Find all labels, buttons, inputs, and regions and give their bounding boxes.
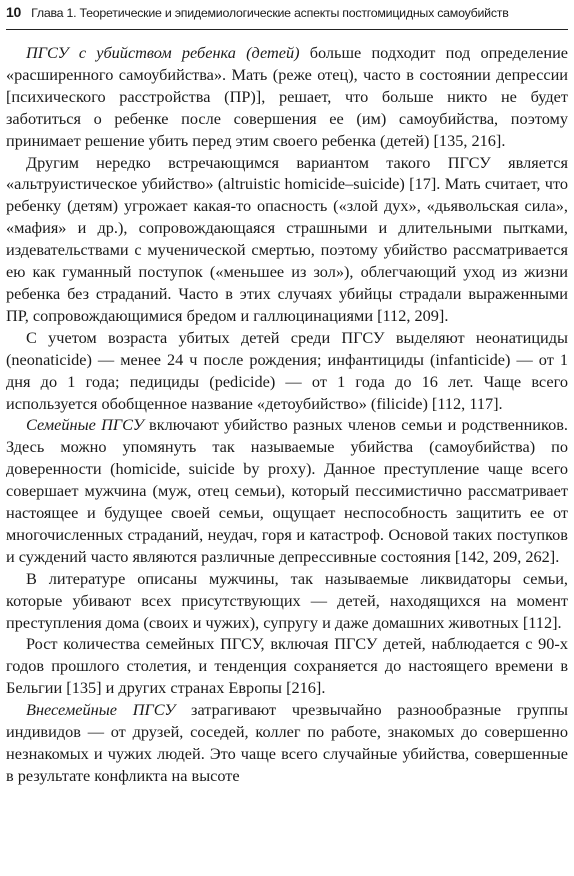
paragraph-filicide-suicide	[6, 42, 568, 152]
paragraph-child-age-categories	[6, 327, 568, 415]
paragraph-text: Другим нередко встречающимся вариантом такого ПГСУ является «альтруистическое убийство» (altruistic homicide–suicide) [17]. Мать считает, что ребенку (детям) угрожает какая-то опасность («злой дух», «дьявольская сила», «мафия» и др.), сопровождающаяся страшными и длительными пытками, издевательствами с мученической смертью, поэтому убийство рассматривается ею как гуманный поступок («меньшее из зол»), облегчающий уход из жизни ребенка без страданий. Часто в этих случаях убийцы страдали выраженными ПР, сопровождающимися бредом и галлюцинациями [112, 209].	[6, 152, 568, 325]
paragraph-lead: Семейные ПГСУ	[26, 415, 144, 435]
chapter-title: Глава 1. Теоретические и эпидемиологические аспекты постгомицидных самоубийств	[31, 6, 509, 20]
paragraph-altruistic-homicide	[6, 152, 568, 327]
paragraph-extrafamilial-hs	[6, 699, 568, 787]
paragraph-family-hs-growth	[6, 633, 568, 699]
paragraph-text: больше подходит под определение «расширенного самоубийства». Мать (реже отец), часто в состоянии депрессии [психического расстройства (ПР)], решает, что больше никто не будет заботиться о ребенке после совершения ее (им) самоубийства, поэтому принимает решение убить перед этим своего ребенка (детей) [135, 216].	[6, 43, 569, 150]
body-text	[6, 30, 568, 787]
running-header	[6, 0, 568, 30]
paragraph-text: Рост количества семейных ПГСУ, включая ПГСУ детей, наблюдается с 90-х годов прошлого столетия, и тенденция сохраняется до настоящего времени в Бельгии [135] и других странах Европы [216].	[6, 634, 568, 698]
paragraph-lead: Внесемейные ПГСУ	[26, 700, 176, 720]
paragraph-text: затрагивают чрезвычайно разнообразные группы индивидов — от друзей, соседей, коллег по работе, знакомых до совершенно незнакомых и чужих людей. Это чаще всего случайные убийства, совершенные в результате конфликта на высоте	[6, 700, 568, 785]
paragraph-family-hs	[6, 414, 568, 567]
paragraph-text: С учетом возраста убитых детей среди ПГСУ выделяют неонатициды (neonaticide) — менее 24 ч после рождения; инфантициды (infanticide) — от 1 дня до 1 года; педициды (pedicide) — от 1 года до 16 лет. Чаще всего используется обобщенное название «детоубийство» (filicide) [112, 117].	[6, 327, 568, 413]
paragraph-lead: ПГСУ с убийством ребенка (детей)	[26, 43, 300, 62]
paragraph-text: В литературе описаны мужчины, так называемые ликвидаторы семьи, которые убивают всех присутствующих — детей, находящихся на момент преступления дома (своих и чужих), супругу и даже домашних животных [112].	[6, 568, 568, 632]
paragraph-text: включают убийство разных членов семьи и родственников. Здесь можно упомянуть так называемые убийства (самоубийства) по доверенности (homicide, suicide by proxy). Данное преступление чаще всего совершает мужчина (муж, отец семьи), который пессимистично рассматривает настоящее и будущее своей семьи, ощущает неспособность защитить ее от многочисленных страданий, неудач, горя и катастроф. Основой таких поступков и суждений часто являются различные депрессивные состояния [142, 209, 262].	[6, 415, 568, 566]
page-number: 10	[6, 4, 22, 20]
paragraph-family-annihilators	[6, 568, 568, 634]
